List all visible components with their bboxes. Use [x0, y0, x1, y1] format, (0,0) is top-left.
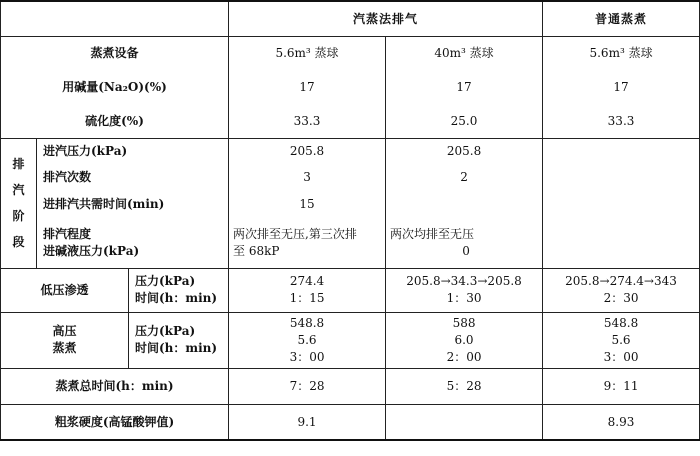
high-pressure-value-1-line: 548.8	[289, 315, 325, 330]
inlet-pressure-value-2: 205.8	[386, 138, 543, 164]
high-pressure-value-3-line: 5.6	[611, 332, 631, 347]
pulp-hardness-value-1: 9.1	[229, 404, 386, 440]
low-pressure-pressure-value-3: 205.8→274.4→343	[565, 274, 677, 288]
pulp-hardness-value-2	[386, 404, 543, 440]
exhaust-total-time-value-2	[386, 190, 543, 218]
inlet-pressure-label: 进汽压力(kPa)	[37, 138, 229, 164]
exhaust-stage-char: 段	[12, 235, 25, 249]
low-pressure-pressure-value-2: 205.8→34.3→205.8	[406, 274, 522, 288]
exhaust-degree-label-line2: 进碱液压力(kPa)	[43, 243, 140, 258]
header-normal-cooking: 普通蒸煮	[543, 1, 700, 36]
equipment-value-1: 5.6m³ 蒸球	[229, 36, 386, 70]
high-pressure-param-labels	[129, 312, 229, 368]
low-pressure-pressure-label: 压力(kPa)	[135, 274, 196, 288]
sulfidity-value-1: 33.3	[229, 104, 386, 138]
exhaust-count-value-2: 2	[386, 164, 543, 190]
total-cooking-time-value-2: 5：28	[386, 368, 543, 404]
exhaust-stage-char: 汽	[12, 183, 25, 197]
low-pressure-time-label: 时间(h：min)	[135, 291, 218, 305]
low-pressure-label: 低压渗透	[1, 268, 129, 312]
normal-cooking-exhaust-blank	[543, 138, 700, 268]
low-pressure-value-3	[543, 268, 700, 312]
low-pressure-value-1	[229, 268, 386, 312]
total-cooking-time-value-3: 9：11	[543, 368, 700, 404]
equipment-value-2: 40m³ 蒸球	[386, 36, 543, 70]
exhaust-total-time-label: 进排汽共需时间(min)	[37, 190, 229, 218]
pulp-hardness-label: 粗浆硬度(高锰酸钾值)	[1, 404, 229, 440]
exhaust-stage-char: 排	[12, 157, 25, 171]
pulp-hardness-value-3: 8.93	[543, 404, 700, 440]
high-pressure-value-2	[386, 312, 543, 368]
sulfidity-value-3: 33.3	[543, 104, 700, 138]
high-pressure-value-1	[229, 312, 386, 368]
total-cooking-time-value-1: 7：28	[229, 368, 386, 404]
total-cooking-time-label: 蒸煮总时间(h：min)	[1, 368, 229, 404]
header-steam-exhaust: 汽蒸法排气	[229, 1, 543, 36]
exhaust-degree-value-2-line1: 两次均排至无压	[390, 226, 475, 241]
alkali-label: 用碱量(Na₂O)(%)	[1, 70, 229, 104]
low-pressure-pressure-value-1: 274.4	[289, 274, 325, 288]
sulfidity-value-2: 25.0	[386, 104, 543, 138]
high-pressure-value-3	[543, 312, 700, 368]
high-pressure-value-2-line: 2：00	[446, 349, 482, 364]
low-pressure-value-2	[386, 268, 543, 312]
low-pressure-time-value-3: 2：30	[603, 291, 639, 305]
equipment-label: 蒸煮设备	[1, 36, 229, 70]
high-pressure-pressure-label: 压力(kPa)	[135, 324, 196, 338]
high-pressure-label	[1, 312, 129, 368]
exhaust-degree-value-2	[386, 218, 543, 268]
high-pressure-time-label: 时间(h：min)	[135, 341, 218, 355]
exhaust-degree-value-1	[229, 218, 386, 268]
high-pressure-value-2-line: 588	[452, 315, 476, 330]
high-pressure-value-3-line: 3：00	[603, 349, 639, 364]
exhaust-stage-label	[1, 138, 37, 268]
exhaust-degree-label-line1: 排汽程度	[43, 226, 92, 241]
high-pressure-value-1-line: 5.6	[297, 332, 317, 347]
inlet-pressure-value-1: 205.8	[229, 138, 386, 164]
high-pressure-label-line2: 蒸煮	[52, 341, 77, 355]
equipment-value-3: 5.6m³ 蒸球	[543, 36, 700, 70]
high-pressure-label-line1: 高压	[52, 324, 77, 338]
sulfidity-label: 硫化度(%)	[1, 104, 229, 138]
exhaust-total-time-value-1: 15	[229, 190, 386, 218]
low-pressure-time-value-1: 1：15	[289, 291, 325, 305]
low-pressure-param-labels	[129, 268, 229, 312]
exhaust-count-value-1: 3	[229, 164, 386, 190]
exhaust-count-label: 排汽次数	[37, 164, 229, 190]
high-pressure-value-3-line: 548.8	[603, 315, 639, 330]
alkali-value-2: 17	[386, 70, 543, 104]
exhaust-degree-value-2-line2: 0	[462, 243, 470, 258]
exhaust-degree-value-1-line2: 至 68kP	[233, 243, 280, 258]
header-blank-cell	[1, 1, 229, 36]
exhaust-stage-char: 阶	[12, 209, 25, 223]
exhaust-degree-value-1-line1: 两次排至无压,第三次排	[233, 226, 357, 241]
high-pressure-value-2-line: 6.0	[454, 332, 474, 347]
alkali-value-3: 17	[543, 70, 700, 104]
low-pressure-time-value-2: 1：30	[446, 291, 482, 305]
alkali-value-1: 17	[229, 70, 386, 104]
high-pressure-value-1-line: 3：00	[289, 349, 325, 364]
exhaust-degree-label	[37, 218, 229, 268]
